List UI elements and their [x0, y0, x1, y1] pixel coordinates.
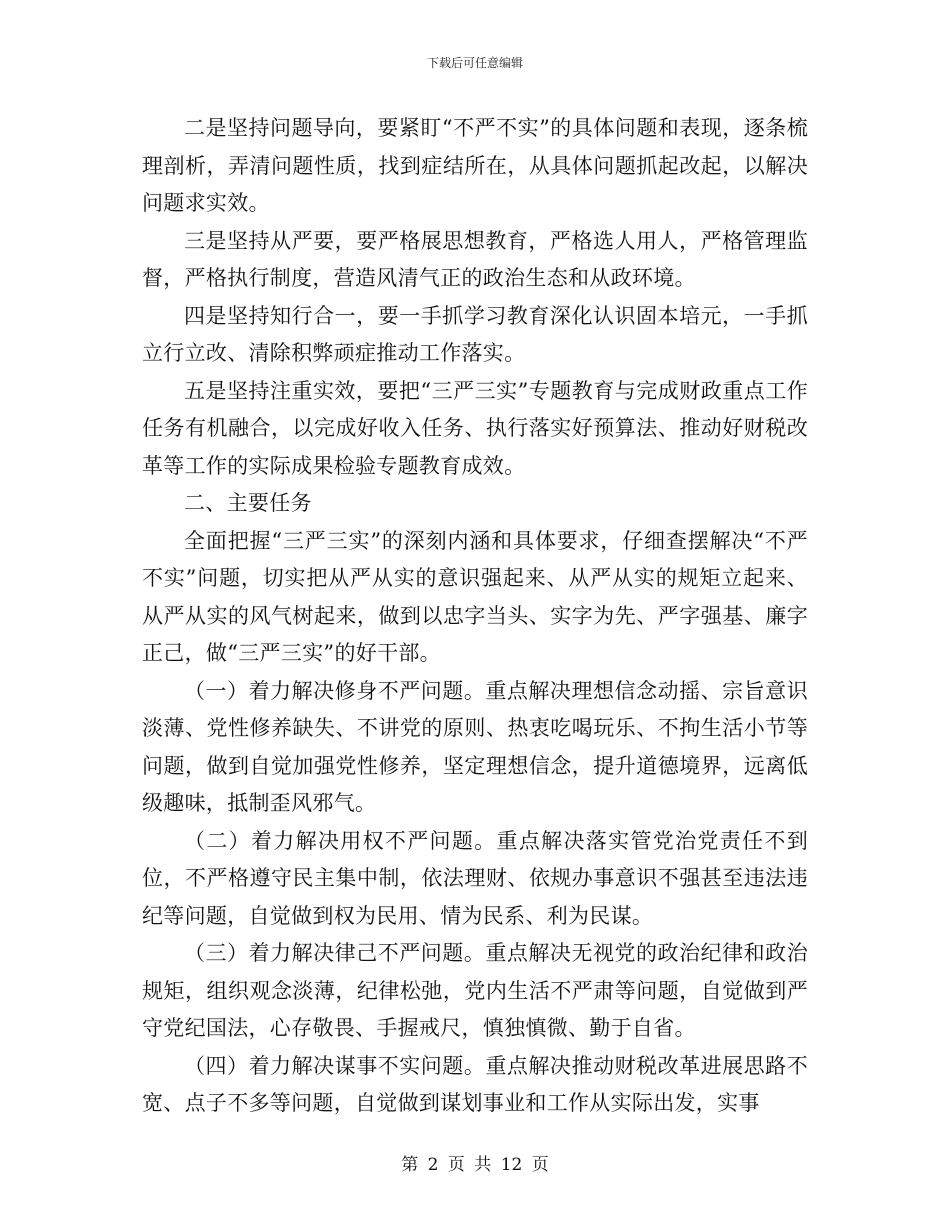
document-body [142, 110, 808, 1123]
paragraph: 三是坚持从严要，要严格展思想教育，严格选人用人，严格管理监督，严格执行制度，营造风清气正的政治生态和从政环境。 [142, 228, 808, 290]
paragraph: （二）着力解决用权不严问题。重点解决落实管党治党责任不到位，不严格遵守民主集中制，依法理财、依规办事意识不强甚至违法违纪等问题，自觉做到权为民用、情为民系、利为民谋。 [142, 828, 808, 928]
paragraph: （一）着力解决修身不严问题。重点解决理想信念动摇、宗旨意识淡薄、党性修养缺失、不讲党的原则、热衷吃喝玩乐、不拘生活小节等问题，做到自觉加强党性修养，坚定理想信念，提升道德境界，远离低级趣味，抵制歪风邪气。 [142, 678, 808, 815]
paragraph: （四）着力解决谋事不实问题。重点解决推动财税改革进展思路不宽、点子不多等问题，自觉做到谋划事业和工作从实际出发，实事 [142, 1053, 808, 1115]
paragraph: 五是坚持注重实效，要把“三严三实”专题教育与完成财政重点工作任务有机融合，以完成好收入任务、执行落实好预算法、推动好财税改革等工作的实际成果检验专题教育成效。 [142, 378, 808, 478]
paragraph: 二是坚持问题导向，要紧盯“不严不实”的具体问题和表现，逐条梳理剖析，弄清问题性质，找到症结所在，从具体问题抓起改起，以解决问题求实效。 [142, 116, 808, 215]
page-number: 第 2 页 共 12 页 [401, 1155, 549, 1175]
page-header-note: 下载后可任意编辑 [426, 56, 523, 70]
section-heading: 二、主要任务 [184, 491, 312, 515]
paragraph: （三）着力解决律己不严问题。重点解决无视党的政治纪律和政治规矩，组织观念淡薄，纪律松弛，党内生活不严肃等问题，自觉做到严守党纪国法，心存敬畏、手握戒尺，慎独慎微、勤于自省。 [142, 941, 808, 1040]
paragraph: 全面把握“三严三实”的深刻内涵和具体要求，仔细查摆解决“不严不实”问题，切实把从严从实的意识强起来、从严从实的规矩立起来、从严从实的风气树起来，做到以忠字当头、实字为先、严字强基、廉字正己，做“三严三实”的好干部。 [142, 528, 808, 665]
paragraph: 四是坚持知行合一，要一手抓学习教育深化认识固本培元，一手抓立行立改、清除积弊顽症推动工作落实。 [142, 303, 808, 365]
